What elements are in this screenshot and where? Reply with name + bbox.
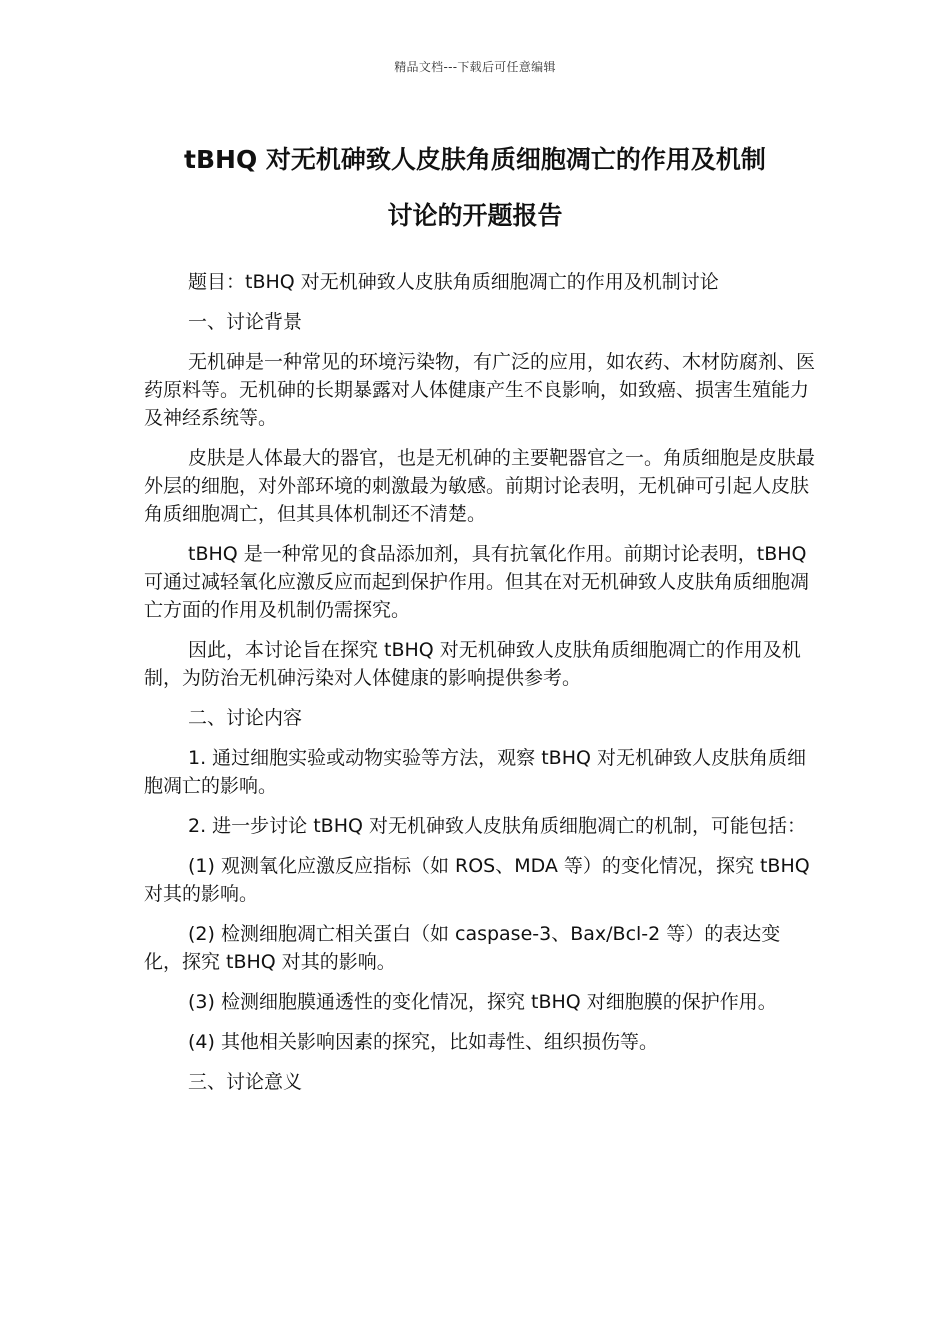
page-header-watermark: 精品文档---下载后可任意编辑: [394, 60, 556, 74]
topic-line: 题目：tBHQ 对无机砷致人皮肤角质细胞凋亡的作用及机制讨论: [188, 271, 719, 293]
background-paragraph-3: tBHQ 是一种常见的食品添加剂，具有抗氧化作用。前期讨论表明，tBHQ 可通过减轻氧化应激反应而起到保护作用。但其在对无机砷致人皮肤角质细胞凋亡方面的作用及机制仍需探究。: [144, 543, 810, 621]
content-subitem-1: (1) 观测氧化应激反应指标（如 ROS、MDA 等）的变化情况，探究 tBHQ 对其的影响。: [144, 855, 810, 905]
content-item-1: 1. 通过细胞实验或动物实验等方法，观察 tBHQ 对无机砷致人皮肤角质细胞凋亡的影响。: [144, 747, 806, 797]
content-subitem-4: (4) 其他相关影响因素的探究，比如毒性、组织损伤等。: [188, 1031, 658, 1053]
content-subitem-3: (3) 检测细胞膜通透性的变化情况，探究 tBHQ 对细胞膜的保护作用。: [188, 991, 777, 1013]
document-title-line-2: 讨论的开题报告: [387, 201, 563, 230]
background-paragraph-2: 皮肤是人体最大的器官，也是无机砷的主要靶器官之一。角质细胞是皮肤最外层的细胞，对外部环境的刺激最为敏感。前期讨论表明，无机砷可引起人皮肤角质细胞凋亡，但其具体机制还不清楚。: [144, 447, 816, 525]
background-paragraph-4: 因此，本讨论旨在探究 tBHQ 对无机砷致人皮肤角质细胞凋亡的作用及机制，为防治无机砷污染对人体健康的影响提供参考。: [144, 639, 801, 689]
content-subitem-2: (2) 检测细胞凋亡相关蛋白（如 caspase-3、Bax/Bcl-2 等）的表达变化，探究 tBHQ 对其的影响。: [144, 923, 781, 973]
section-heading-content: 二、讨论内容: [188, 707, 303, 729]
background-paragraph-1: 无机砷是一种常见的环境污染物，有广泛的应用，如农药、木材防腐剂、医药原料等。无机砷的长期暴露对人体健康产生不良影响，如致癌、损害生殖能力及神经系统等。: [144, 351, 816, 429]
section-heading-background: 一、讨论背景: [188, 311, 303, 333]
section-heading-significance: 三、讨论意义: [188, 1071, 303, 1093]
document-body: [144, 268, 816, 1108]
document-title-line-1: tBHQ 对无机砷致人皮肤角质细胞凋亡的作用及机制: [184, 145, 766, 174]
content-item-2: 2. 进一步讨论 tBHQ 对无机砷致人皮肤角质细胞凋亡的机制，可能包括：: [188, 815, 806, 837]
